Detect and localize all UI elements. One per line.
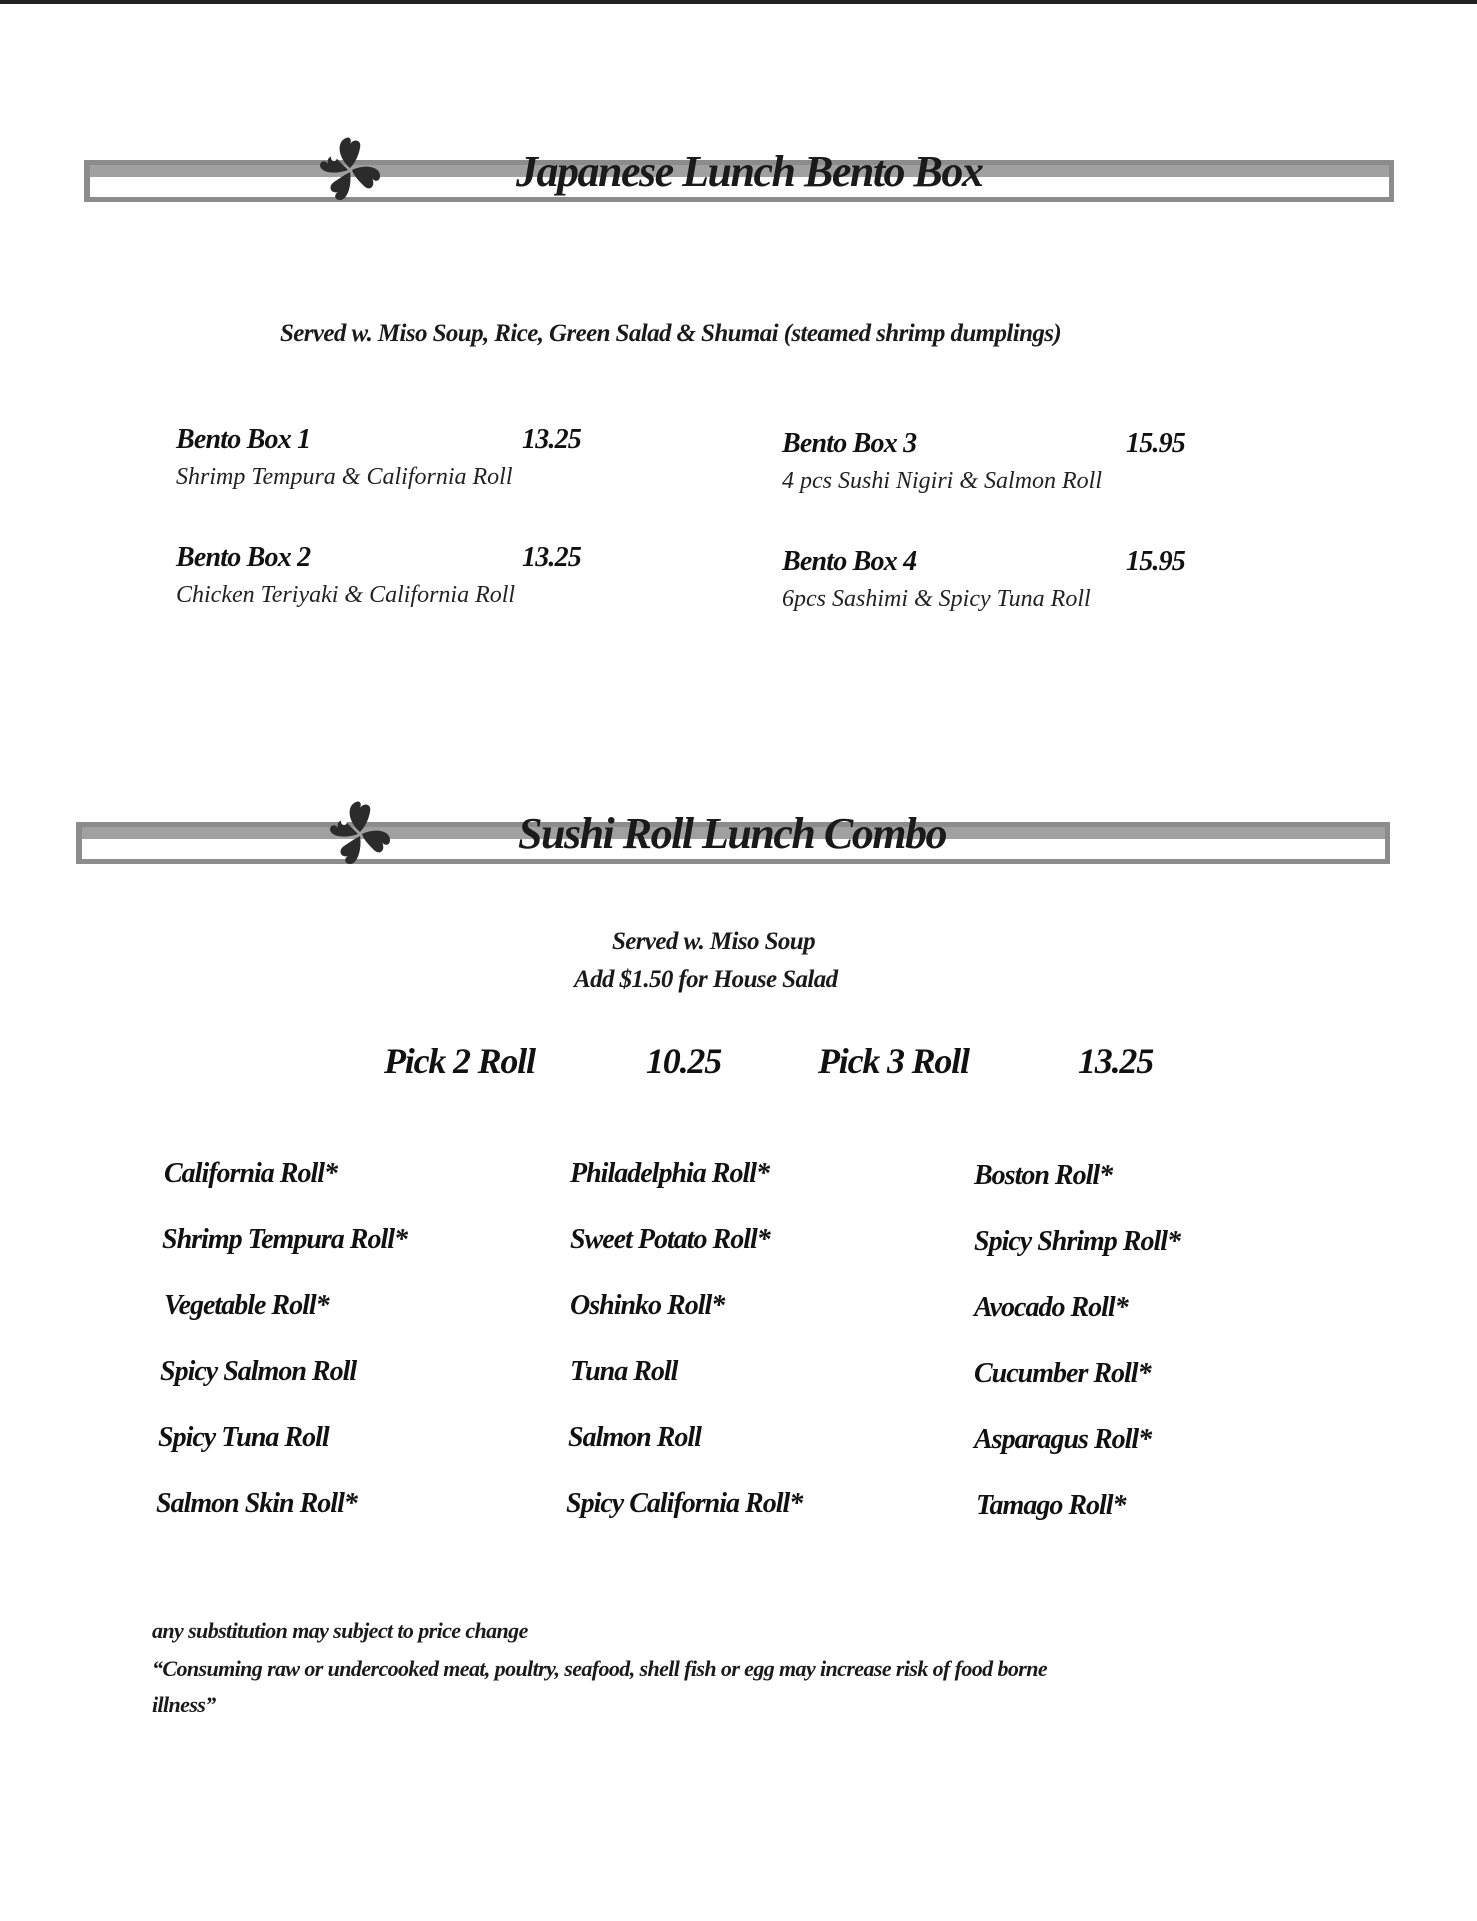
roll-item: Asparagus Roll* — [974, 1424, 1152, 1455]
roll-item: Spicy Tuna Roll — [158, 1422, 329, 1453]
bento-item-price: 13.25 — [522, 424, 582, 455]
roll-item: Tamago Roll* — [976, 1490, 1126, 1521]
pick2-price: 10.25 — [646, 1041, 722, 1081]
bento-item-name: Bento Box 3 — [782, 428, 917, 459]
page-top-edge — [0, 0, 1477, 4]
pick3-label: Pick 3 Roll — [818, 1041, 969, 1081]
bento-item-price: 15.95 — [1126, 546, 1186, 577]
bento-item-name: Bento Box 1 — [176, 424, 311, 455]
flower-icon — [318, 792, 402, 876]
bento-item-desc: 6pcs Sashimi & Spicy Tuna Roll — [782, 586, 1091, 612]
bento-item-desc: Chicken Teriyaki & California Roll — [176, 582, 516, 608]
roll-item: Salmon Skin Roll* — [156, 1488, 357, 1519]
bento-item-name: Bento Box 4 — [782, 546, 917, 577]
roll-item: Tuna Roll — [570, 1356, 678, 1387]
roll-item: Shrimp Tempura Roll* — [162, 1224, 408, 1255]
roll-item: Sweet Potato Roll* — [570, 1224, 770, 1255]
bento-served-with: Served w. Miso Soup, Rice, Green Salad & Shumai (steamed shrimp dumplings) — [280, 320, 1062, 347]
health-warning-line1: “Consuming raw or undercooked meat, poultry, seafood, shell fish or egg may increase risk of food borne — [152, 1656, 1048, 1681]
bento-item-desc: Shrimp Tempura & California Roll — [176, 464, 513, 490]
sushi-title: Sushi Roll Lunch Combo — [518, 809, 946, 858]
health-warning-line2: illness” — [152, 1692, 216, 1717]
sushi-add-salad: Add $1.50 for House Salad — [574, 966, 838, 993]
bento-item-price: 13.25 — [522, 542, 582, 573]
roll-item: Spicy California Roll* — [566, 1488, 803, 1519]
substitution-note: any substitution may subject to price change — [152, 1618, 528, 1643]
roll-item: California Roll* — [164, 1158, 338, 1189]
roll-item: Salmon Roll — [568, 1422, 701, 1453]
flower-icon — [308, 128, 392, 212]
roll-item: Avocado Roll* — [974, 1292, 1128, 1323]
roll-item: Oshinko Roll* — [570, 1290, 725, 1321]
roll-item: Boston Roll* — [974, 1160, 1113, 1191]
pick2-label: Pick 2 Roll — [384, 1041, 535, 1081]
bento-item-name: Bento Box 2 — [176, 542, 311, 573]
bento-title: Japanese Lunch Bento Box — [516, 147, 983, 196]
roll-item: Spicy Shrimp Roll* — [974, 1226, 1181, 1257]
bento-item-desc: 4 pcs Sushi Nigiri & Salmon Roll — [782, 468, 1103, 494]
roll-item: Philadelphia Roll* — [570, 1158, 770, 1189]
pick3-price: 13.25 — [1078, 1041, 1154, 1081]
roll-item: Cucumber Roll* — [974, 1358, 1151, 1389]
roll-item: Spicy Salmon Roll — [160, 1356, 357, 1387]
sushi-served-with: Served w. Miso Soup — [612, 928, 815, 955]
roll-item: Vegetable Roll* — [164, 1290, 329, 1321]
bento-item-price: 15.95 — [1126, 428, 1186, 459]
